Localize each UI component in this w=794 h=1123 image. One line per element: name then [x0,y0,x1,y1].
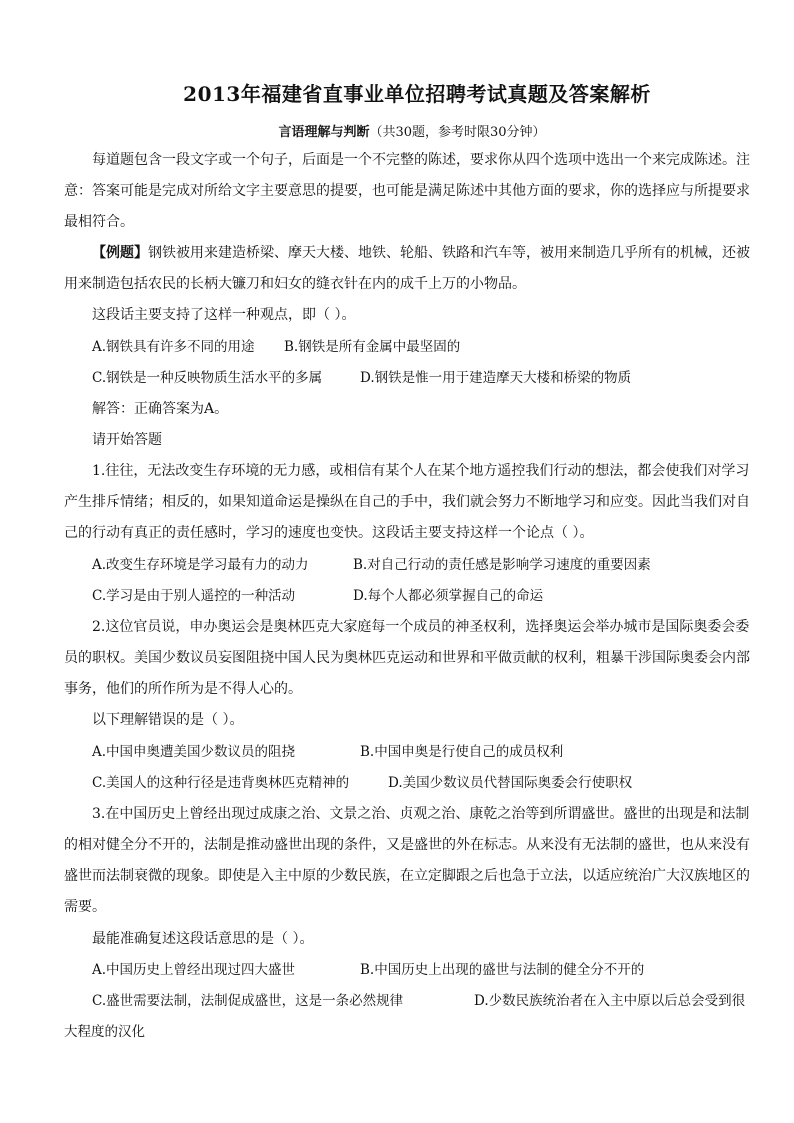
section-info: （共30题，参考时限30分钟） [369,125,546,140]
q2-question: 以下理解错误的是（ ）。 [92,712,244,728]
q2-option-c: C.美国人的这种行径是违背奥林匹克精神的 [92,775,350,791]
q1-line-1: 1.往往，无法改变生存环境的无力感，或相信有某个人在某个地方遥控我们行动的想法，都会使我们对学习 [92,463,750,479]
intro-line-3: 最相符合。 [64,214,134,230]
q2-option-b: B.中国申奥是行使自己的成员权利 [360,744,564,760]
document-title: 2013年福建省直事业单位招聘考试真题及答案解析 [183,82,651,106]
intro-line-2: 意：答案可能是完成对所给文字主要意思的提要，也可能是满足陈述中其他方面的要求，你的选择应与所提要求 [64,183,750,199]
q1-option-c: C.学习是由于别人遥控的一种活动 [92,588,296,604]
q2-option-d: D.美国少数议员代替国际奥委会行使职权 [388,775,633,791]
section-subtitle [0,121,794,140]
example-line-2: 用来制造包括农民的长柄大镰刀和妇女的缝衣针在内的成千上万的小物品。 [64,276,526,292]
q3-option-d-continued: 大程度的汉化 [64,1024,145,1040]
example-option-c: C.钢铁是一种反映物质生活水平的多属 [92,370,323,386]
q3-line-3: 盛世而法制衰微的现象。即使是入主中原的少数民族，在立定脚跟之后也急于立法，以适应统治广大汉族地区的 [64,868,750,884]
q3-option-a: A.中国历史上曾经出现过四大盛世 [92,962,296,978]
q3-line-1: 3.在中国历史上曾经出现过成康之治、文景之治、贞观之治、康乾之治等到所谓盛世。盛世的出现是和法制 [92,806,750,822]
example-option-b: B.钢铁是所有金属中最坚固的 [284,339,461,355]
q3-option-c: C.盛世需要法制，法制促成盛世，这是一条必然规律 [92,993,404,1009]
example-option-a: A.钢铁具有许多不同的用途 [92,339,255,355]
q3-question: 最能准确复述这段话意思的是（ ）。 [92,931,314,947]
q2-line-3: 事务，他们的所作所为是不得人心的。 [64,681,302,697]
q2-option-a: A.中国申奥遭美国少数议员的阻挠 [92,744,296,760]
q3-option-d: D.少数民族统治者在入主中原以后总会受到很 [474,993,746,1009]
example-option-d: D.钢铁是惟一用于建造摩天大楼和桥梁的物质 [360,370,632,386]
example-line-1 [92,243,750,263]
q3-line-2: 的相对健全分不开的，法制是推动盛世出现的条件，又是盛世的外在标志。从来没有无法制的盛世，也从来没有 [64,837,750,853]
q1-line-2: 产生排斥情绪；相反的，如果知道命运是操纵在自己的手中，我们就会努力不断地学习和应变。因此当我们对自 [64,494,750,510]
q3-line-4: 需要。 [64,899,106,915]
section-name: 言语理解与判断 [278,125,370,140]
q2-line-1: 2.这位官员说，申办奥运会是奥林匹克大家庭每一个成员的神圣权利，选择奥运会举办城市是国际奥委会委 [92,619,750,635]
q2-line-2: 员的职权。美国少数议员妄图阻挠中国人民为奥林匹克运动和世界和平做贡献的权利，粗暴干涉国际奥委会内部 [64,650,750,666]
q1-option-d: D.每个人都必须掌握自己的命运 [353,588,544,604]
example-question: 这段话主要支持了这样一种观点，即（ ）。 [92,307,356,323]
q1-option-b: B.对自己行动的责任感是影响学习速度的重要因素 [353,557,651,573]
q1-line-3: 己的行动有真正的责任感时，学习的速度也变快。这段话主要支持这样一个论点（ ）。 [64,525,594,541]
example-tag: 【例题】 [92,245,148,261]
example-text-1: 钢铁被用来建造桥梁、摩天大楼、地铁、轮船、铁路和汽车等，被用来制造几乎所有的机械，还被 [148,245,750,261]
q3-option-b: B.中国历史上出现的盛世与法制的健全分不开的 [360,962,645,978]
example-answer: 解答：正确答案为A。 [92,401,229,417]
start-prompt: 请开始答题 [92,432,162,448]
q1-option-a: A.改变生存环境是学习最有力的动力 [92,557,309,573]
intro-line-1: 每道题包含一段文字或一个句子，后面是一个不完整的陈述，要求你从四个选项中选出一个来完成陈述。注 [92,152,750,168]
